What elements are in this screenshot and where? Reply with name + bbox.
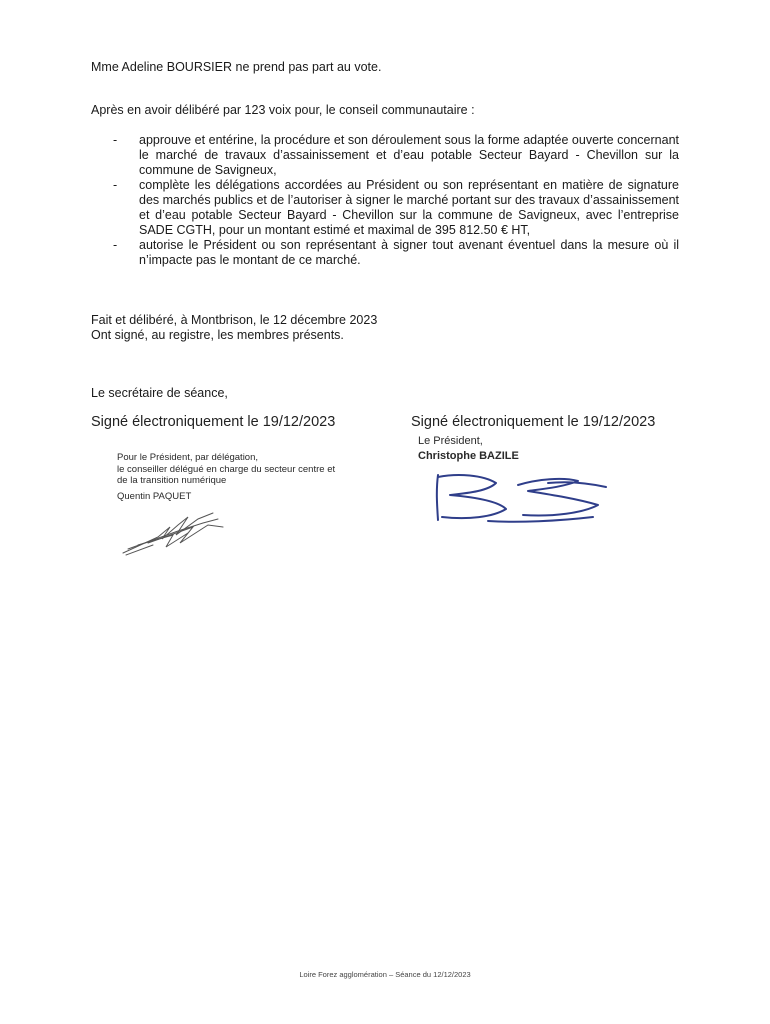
decision-text: autorise le Président ou son représentant à signer tout avenant éventuel dans la mesure où il n’impacte pas le montant de ce marché. <box>139 238 679 267</box>
decision-item <box>113 178 679 238</box>
president-signature-icon <box>428 465 618 535</box>
delegation-line-1: Pour le Président, par délégation, <box>117 452 259 463</box>
list-dash: - <box>113 133 118 147</box>
president-esign-label: Signé électroniquement le 19/12/2023 <box>411 414 656 430</box>
delegation-line-2: le conseiller délégué en charge du secteur centre et <box>117 464 336 475</box>
page-footer: Loire Forez agglomération – Séance du 12/12/2023 <box>299 970 471 979</box>
delegation-line-3: de la transition numérique <box>117 475 227 486</box>
secretary-label: Le secrétaire de séance, <box>91 386 228 400</box>
secretary-name: Quentin PAQUET <box>117 491 192 502</box>
decision-item <box>113 133 679 178</box>
signed-register-line: Ont signé, au registre, les membres présents. <box>91 328 344 342</box>
decision-text: complète les délégations accordées au Président ou son représentant en matière de signature des marchés publics et de l’autoriser à signer le marché portant sur des travaux d’assainissement et d’eau potable Secteur Bayard - Chevillon sur la commune de Savigneux, avec l’entreprise SADE CGTH, pour un montant estimé et maximal de 395 812.50 € HT, <box>139 178 679 237</box>
vote-statement: Après en avoir délibéré par 123 voix pour, le conseil communautaire : <box>91 103 475 117</box>
decision-text: approuve et entérine, la procédure et son déroulement sous la forme adaptée ouverte concernant le marché de travaux d’assainissement et d’eau potable Secteur Bayard - Chevillon sur la commune de Savigneux, <box>139 133 679 177</box>
done-at-line: Fait et délibéré, à Montbrison, le 12 décembre 2023 <box>91 313 378 327</box>
decision-list <box>113 133 679 268</box>
abstention-note: Mme Adeline BOURSIER ne prend pas part au vote. <box>91 60 382 74</box>
president-title: Le Président, <box>418 435 483 447</box>
president-name: Christophe BAZILE <box>418 450 519 462</box>
list-dash: - <box>113 238 118 252</box>
secretary-signature-icon <box>118 505 238 565</box>
list-dash: - <box>113 178 118 192</box>
secretary-esign-label: Signé électroniquement le 19/12/2023 <box>91 414 336 430</box>
decision-item <box>113 238 679 268</box>
